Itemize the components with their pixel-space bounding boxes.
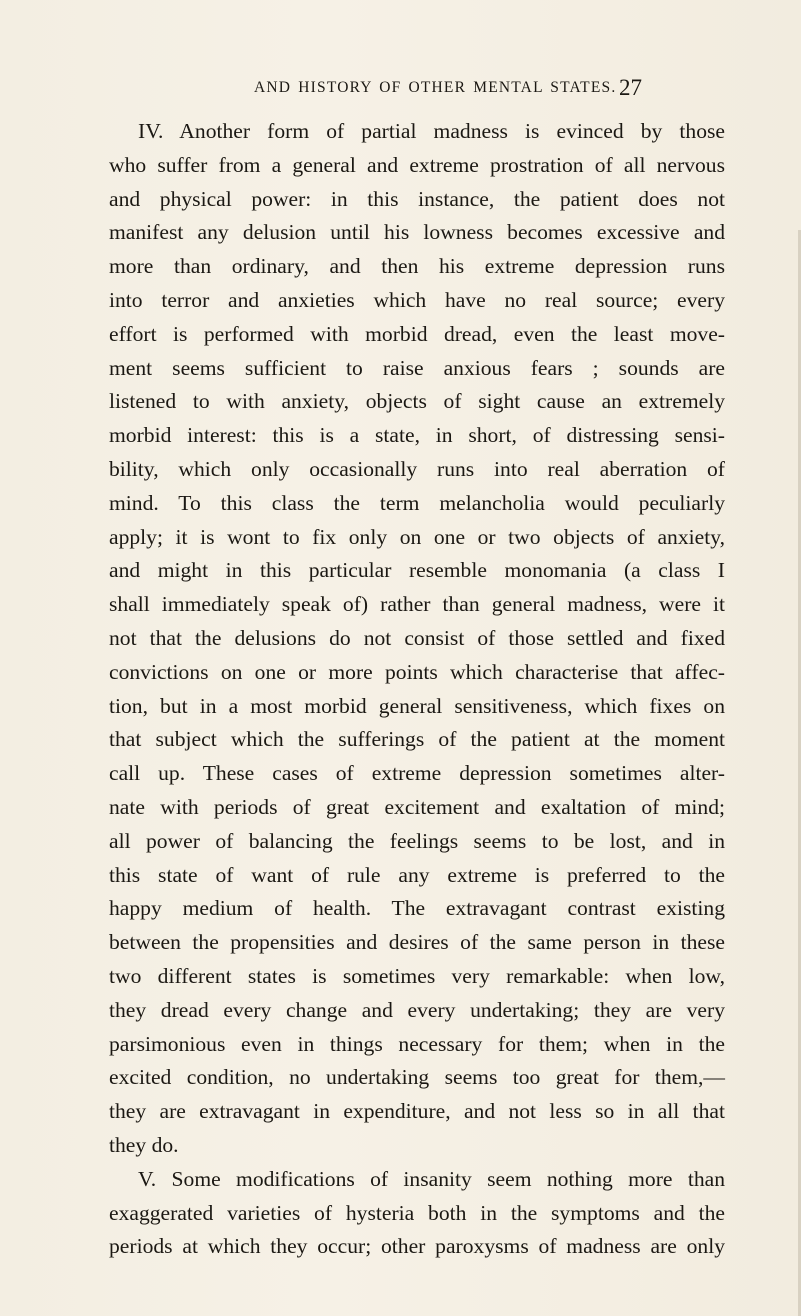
body-text	[109, 115, 725, 1264]
text-line: V. Some modifications of insanity seem nothing more than	[138, 1166, 725, 1191]
running-header	[0, 75, 801, 105]
text-line: effort is performed with morbid dread, even the least move-	[109, 321, 725, 346]
text-line: more than ordinary, and then his extreme depression runs	[109, 254, 725, 279]
text-line: convictions on one or more points which characterise that affec-	[109, 659, 725, 684]
text-line: parsimonious even in things necessary for them; when in the	[109, 1031, 725, 1056]
text-line: they do.	[109, 1132, 179, 1157]
running-title: AND HISTORY OF OTHER MENTAL STATES.	[254, 79, 617, 96]
text-line: they are extravagant in expenditure, and not less so in all that	[109, 1099, 725, 1124]
text-line: IV. Another form of partial madness is evinced by those	[138, 119, 725, 143]
text-line: all power of balancing the feelings seems to be lost, and in	[109, 828, 725, 853]
text-line: periods at which they occur; other paroxysms of madness are only	[109, 1234, 725, 1259]
text-line: between the propensities and desires of the same person in these	[109, 930, 725, 955]
text-line: exaggerated varieties of hysteria both in the symptoms and the	[109, 1200, 725, 1225]
text-line: they dread every change and every undertaking; they are very	[109, 997, 725, 1022]
text-line: ment seems sufficient to raise anxious fears ; sounds are	[109, 355, 725, 380]
page-number: 27	[619, 75, 642, 100]
text-line: not that the delusions do not consist of those settled and fixed	[109, 625, 725, 650]
text-line: manifest any delusion until his lowness becomes excessive and	[109, 220, 725, 245]
text-line: apply; it is wont to fix only on one or two objects of anxiety,	[109, 524, 725, 549]
text-line: morbid interest: this is a state, in short, of distressing sensi-	[109, 423, 725, 448]
text-line: mind. To this class the term melancholia would peculiarly	[109, 490, 725, 515]
text-line: this state of want of rule any extreme is preferred to the	[109, 862, 725, 887]
text-line: who suffer from a general and extreme prostration of all nervous	[109, 152, 725, 177]
text-line: listened to with anxiety, objects of sight cause an extremely	[109, 389, 725, 414]
text-line: excited condition, no undertaking seems too great for them,—	[109, 1065, 725, 1090]
text-line: into terror and anxieties which have no real source; every	[109, 287, 725, 312]
text-line: nate with periods of great excitement and exaltation of mind;	[109, 794, 725, 819]
text-line: and might in this particular resemble monomania (a class I	[109, 558, 725, 583]
text-line: and physical power: in this instance, the patient does not	[109, 186, 725, 211]
text-line: shall immediately speak of) rather than general madness, were it	[109, 592, 725, 617]
text-line: bility, which only occasionally runs into real aberration of	[109, 456, 725, 481]
text-line: tion, but in a most morbid general sensitiveness, which fixes on	[109, 693, 725, 718]
text-line: that subject which the sufferings of the patient at the moment	[109, 727, 725, 752]
text-line: happy medium of health. The extravagant contrast existing	[109, 896, 725, 921]
text-line: call up. These cases of extreme depression sometimes alter-	[109, 761, 725, 786]
text-line: two different states is sometimes very remarkable: when low,	[109, 963, 725, 988]
